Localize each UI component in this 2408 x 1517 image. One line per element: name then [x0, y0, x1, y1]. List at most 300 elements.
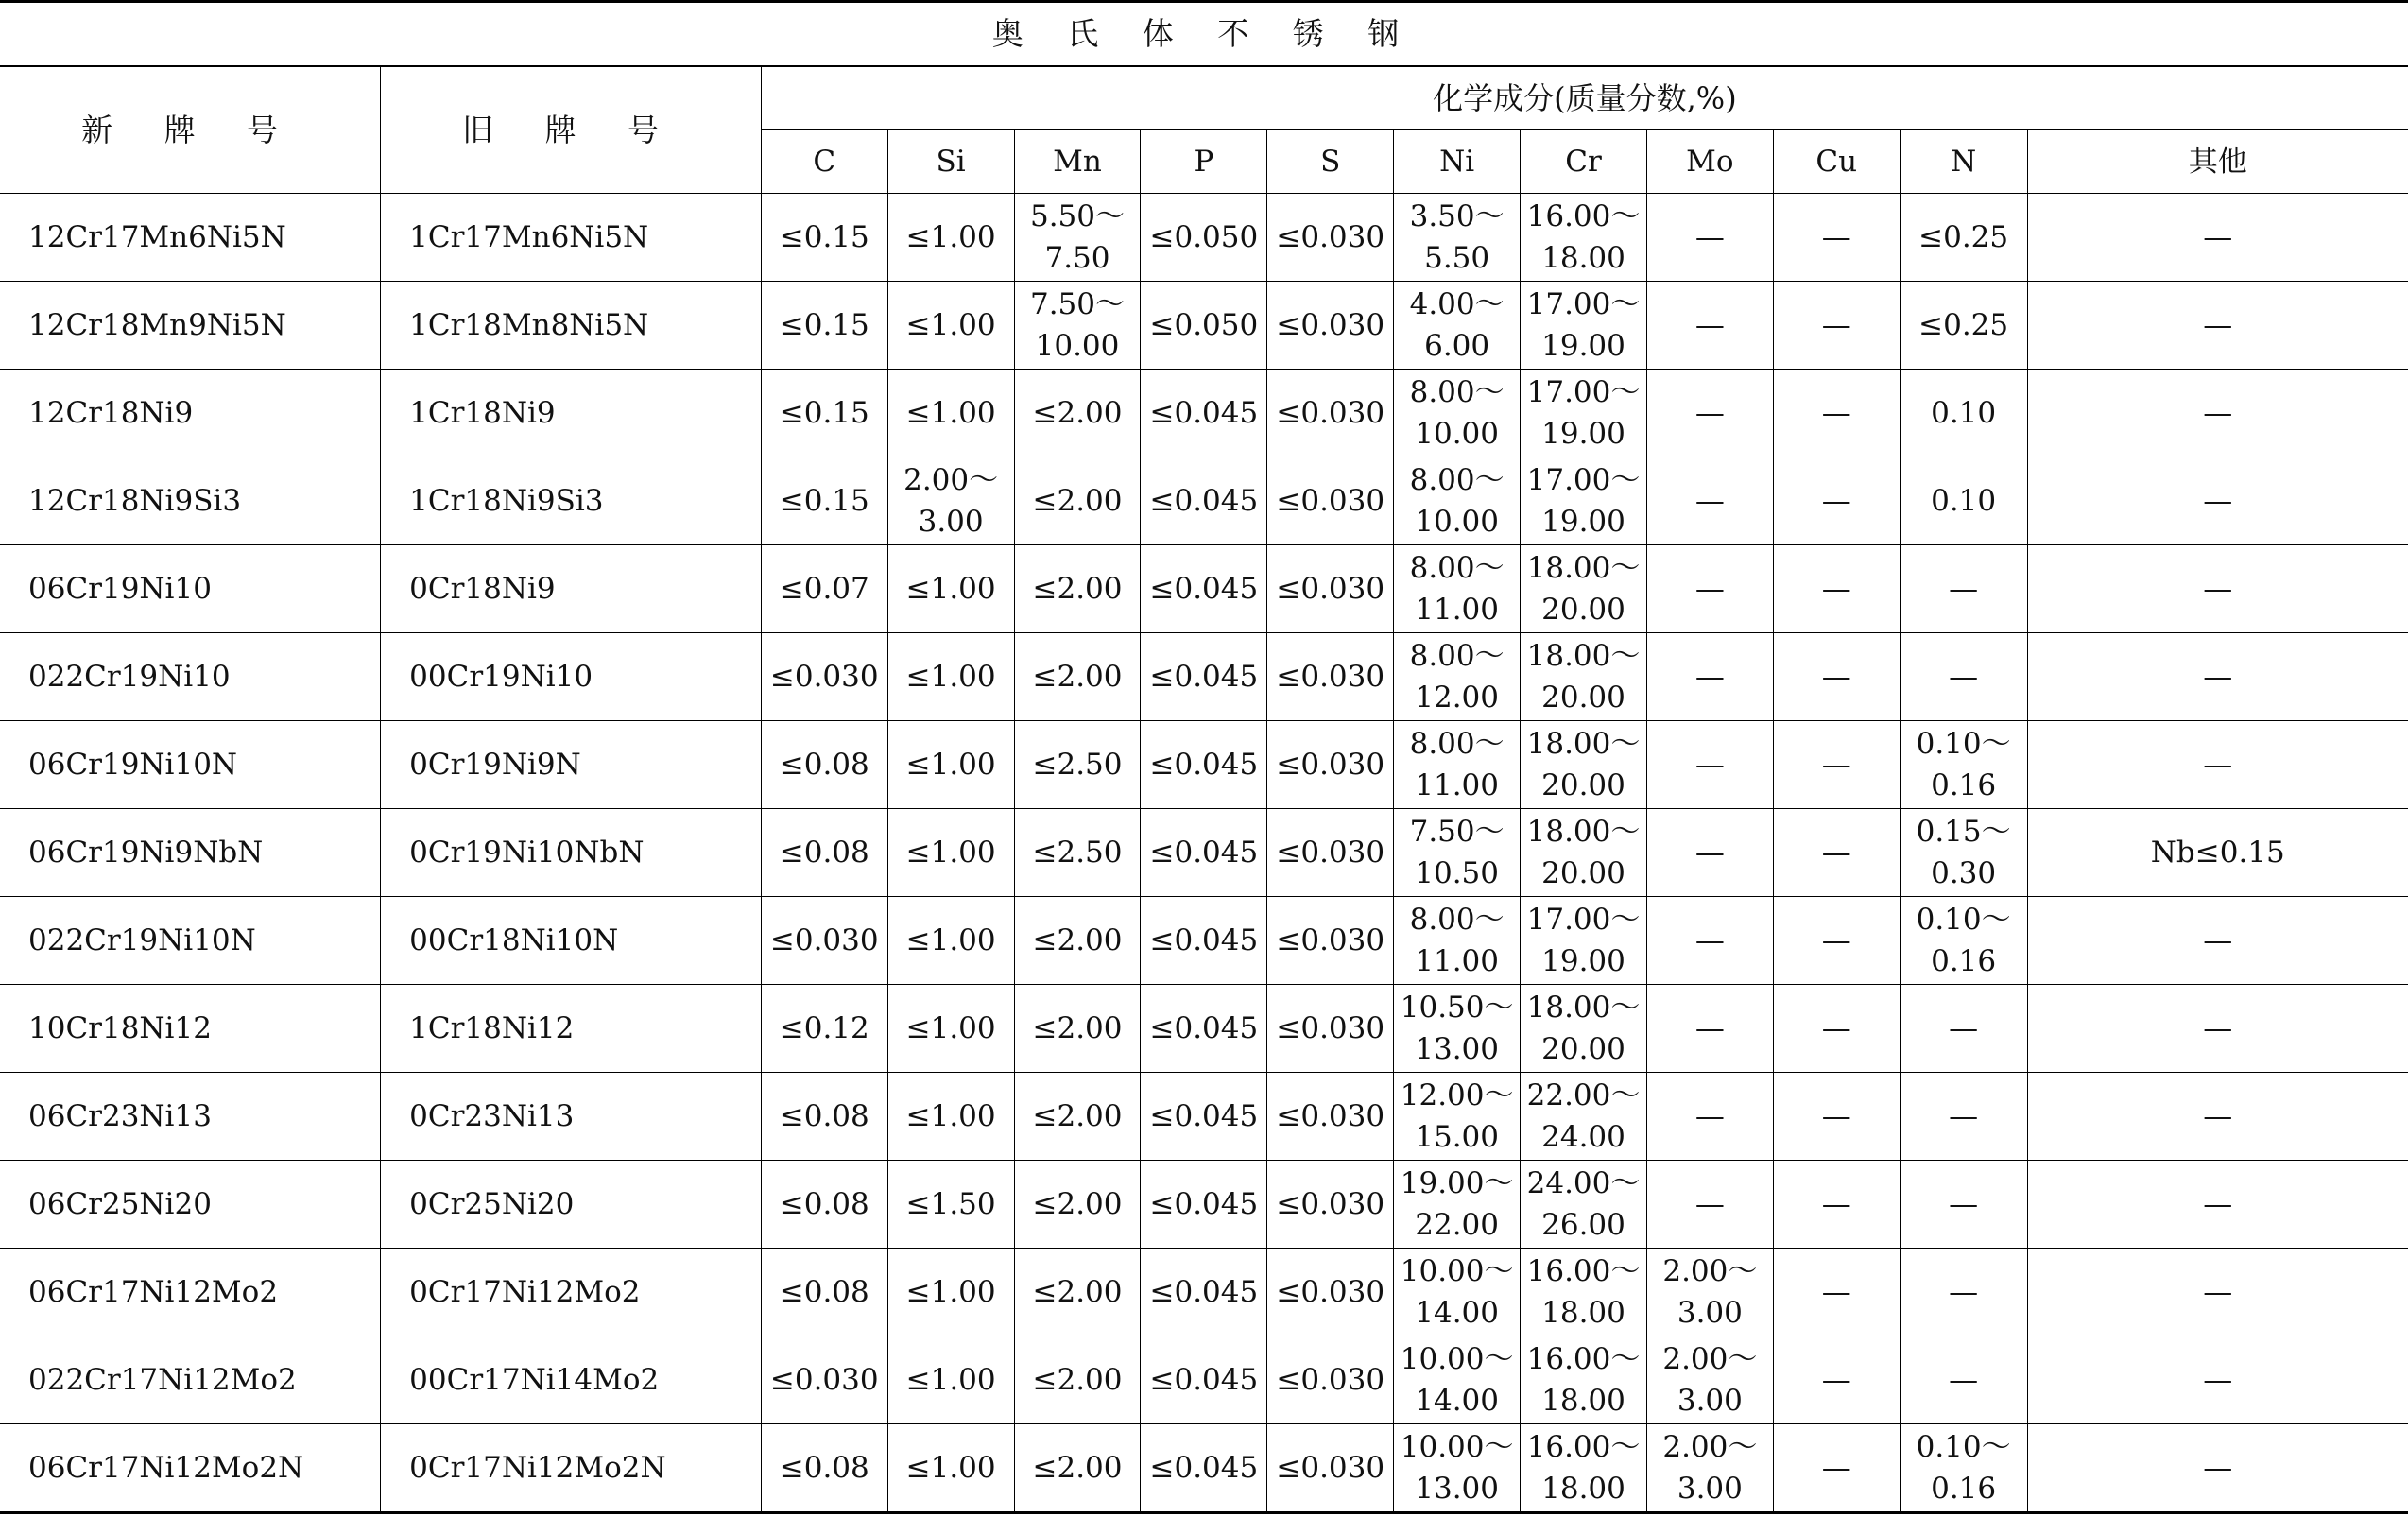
- composition-cell-other: —: [2027, 1073, 2408, 1161]
- range-min: 7.50～: [1409, 815, 1505, 849]
- range-max: 0.16: [1931, 1472, 1997, 1506]
- composition-cell-cr: [1521, 545, 1647, 633]
- composition-cell-cu: —: [1773, 1249, 1900, 1336]
- range-min: 16.00～: [1526, 1430, 1641, 1464]
- composition-cell-si: [887, 457, 1014, 545]
- composition-cell-si: ≤1.00: [887, 1249, 1014, 1336]
- composition-cell-si: ≤1.00: [887, 1424, 1014, 1513]
- table-row: [0, 282, 2408, 370]
- composition-cell-cr: [1521, 809, 1647, 897]
- composition-cell-s: ≤0.030: [1267, 370, 1394, 457]
- range-max: 13.00: [1415, 1032, 1499, 1066]
- table-row: [0, 1073, 2408, 1161]
- range-min: 5.50～: [1029, 199, 1126, 233]
- range-min: 0.15～: [1916, 815, 2011, 849]
- range-min: 16.00～: [1526, 1254, 1641, 1288]
- range-max: 13.00: [1415, 1472, 1499, 1506]
- composition-cell-other: Nb≤0.15: [2027, 809, 2408, 897]
- element-header-n: N: [1900, 130, 2027, 194]
- range-max: 26.00: [1541, 1208, 1625, 1242]
- composition-cell-cr: [1521, 1336, 1647, 1424]
- new-grade-cell: 06Cr19Ni9NbN: [0, 809, 381, 897]
- range-min: 18.00～: [1526, 815, 1641, 849]
- composition-cell-cr: [1521, 194, 1647, 282]
- table-row: [0, 809, 2408, 897]
- composition-cell-s: ≤0.030: [1267, 457, 1394, 545]
- composition-cell-n: [1900, 1424, 2027, 1513]
- composition-cell-cu: —: [1773, 1336, 1900, 1424]
- composition-cell-ni: [1394, 194, 1521, 282]
- composition-cell-c: ≤0.08: [761, 1161, 887, 1249]
- range-max: 20.00: [1541, 681, 1625, 715]
- composition-cell-s: ≤0.030: [1267, 545, 1394, 633]
- table-row: [0, 721, 2408, 809]
- composition-cell-cu: —: [1773, 282, 1900, 370]
- old-grade-cell: 0Cr18Ni9: [381, 545, 762, 633]
- range-min: 8.00～: [1409, 903, 1505, 937]
- composition-cell-si: ≤1.00: [887, 1073, 1014, 1161]
- range-min: 18.00～: [1526, 551, 1641, 585]
- new-grade-cell: 10Cr18Ni12: [0, 985, 381, 1073]
- old-grade-cell: 0Cr25Ni20: [381, 1161, 762, 1249]
- composition-cell-mo: —: [1646, 457, 1773, 545]
- composition-cell-n: [1900, 897, 2027, 985]
- composition-cell-other: —: [2027, 282, 2408, 370]
- composition-cell-si: ≤1.00: [887, 282, 1014, 370]
- element-header-s: S: [1267, 130, 1394, 194]
- composition-cell-mo: —: [1646, 545, 1773, 633]
- composition-cell-ni: [1394, 721, 1521, 809]
- composition-cell-p: ≤0.045: [1141, 633, 1267, 721]
- composition-cell-n: [1900, 809, 2027, 897]
- composition-cell-c: ≤0.030: [761, 897, 887, 985]
- composition-cell-mo: —: [1646, 370, 1773, 457]
- composition-cell-mo: —: [1646, 633, 1773, 721]
- range-min: 12.00～: [1400, 1078, 1514, 1112]
- range-max: 19.00: [1541, 505, 1625, 539]
- composition-cell-si: ≤1.00: [887, 897, 1014, 985]
- range-max: 10.00: [1415, 417, 1499, 451]
- range-min: 16.00～: [1526, 199, 1641, 233]
- composition-cell-mn: ≤2.50: [1014, 809, 1141, 897]
- new-grade-cell: 06Cr25Ni20: [0, 1161, 381, 1249]
- range-max: 22.00: [1415, 1208, 1499, 1242]
- composition-cell-mn: ≤2.00: [1014, 370, 1141, 457]
- range-min: 18.00～: [1526, 639, 1641, 673]
- new-grade-cell: 06Cr17Ni12Mo2: [0, 1249, 381, 1336]
- composition-cell-ni: [1394, 897, 1521, 985]
- composition-cell-mn: ≤2.00: [1014, 1161, 1141, 1249]
- range-max: 3.00: [918, 505, 984, 539]
- range-min: 8.00～: [1409, 551, 1505, 585]
- table-row: [0, 897, 2408, 985]
- new-grade-cell: 06Cr23Ni13: [0, 1073, 381, 1161]
- range-max: 3.00: [1677, 1384, 1743, 1418]
- composition-cell-c: ≤0.15: [761, 457, 887, 545]
- range-max: 0.16: [1931, 944, 1997, 978]
- composition-cell-mn: ≤2.00: [1014, 985, 1141, 1073]
- composition-cell-cu: —: [1773, 809, 1900, 897]
- composition-cell-cr: [1521, 721, 1647, 809]
- composition-cell-n: —: [1900, 545, 2027, 633]
- composition-cell-s: ≤0.030: [1267, 809, 1394, 897]
- composition-cell-other: —: [2027, 545, 2408, 633]
- range-max: 18.00: [1541, 1384, 1625, 1418]
- new-grade-cell: 12Cr17Mn6Ni5N: [0, 194, 381, 282]
- composition-cell-cr: [1521, 282, 1647, 370]
- range-max: 11.00: [1415, 944, 1499, 978]
- composition-cell-s: ≤0.030: [1267, 194, 1394, 282]
- range-max: 20.00: [1541, 856, 1625, 890]
- composition-cell-cu: —: [1773, 545, 1900, 633]
- composition-cell-ni: [1394, 809, 1521, 897]
- new-grade-cell: 022Cr19Ni10N: [0, 897, 381, 985]
- composition-cell-s: ≤0.030: [1267, 985, 1394, 1073]
- composition-cell-cr: [1521, 370, 1647, 457]
- range-max: 7.50: [1044, 241, 1110, 275]
- composition-cell-p: ≤0.045: [1141, 985, 1267, 1073]
- composition-cell-ni: [1394, 1424, 1521, 1513]
- new-grade-cell: 06Cr19Ni10N: [0, 721, 381, 809]
- composition-cell-mn: ≤2.00: [1014, 1073, 1141, 1161]
- composition-cell-c: ≤0.030: [761, 1336, 887, 1424]
- range-max: 0.30: [1931, 856, 1997, 890]
- table-body: [0, 194, 2408, 1513]
- range-min: 3.50～: [1409, 199, 1505, 233]
- composition-cell-si: ≤1.00: [887, 545, 1014, 633]
- composition-cell-cr: [1521, 1249, 1647, 1336]
- composition-cell-c: ≤0.08: [761, 1249, 887, 1336]
- range-min: 18.00～: [1526, 991, 1641, 1025]
- composition-cell-p: ≤0.045: [1141, 457, 1267, 545]
- composition-cell-c: ≤0.030: [761, 633, 887, 721]
- composition-cell-cu: —: [1773, 985, 1900, 1073]
- composition-cell-c: ≤0.15: [761, 370, 887, 457]
- element-header-other: 其他: [2027, 130, 2408, 194]
- composition-cell-cu: —: [1773, 721, 1900, 809]
- composition-cell-s: ≤0.030: [1267, 721, 1394, 809]
- composition-cell-s: ≤0.030: [1267, 1249, 1394, 1336]
- composition-cell-s: ≤0.030: [1267, 897, 1394, 985]
- composition-cell-n: —: [1900, 1161, 2027, 1249]
- composition-cell-cr: [1521, 1161, 1647, 1249]
- new-grade-cell: 12Cr18Ni9Si3: [0, 457, 381, 545]
- composition-cell-other: —: [2027, 370, 2408, 457]
- composition-cell-p: ≤0.045: [1141, 1249, 1267, 1336]
- composition-cell-s: ≤0.030: [1267, 1161, 1394, 1249]
- table-row: [0, 457, 2408, 545]
- range-min: 7.50～: [1029, 287, 1126, 321]
- composition-cell-n: 0.10: [1900, 370, 2027, 457]
- composition-cell-ni: [1394, 545, 1521, 633]
- composition-cell-n: —: [1900, 1073, 2027, 1161]
- composition-cell-n: ≤0.25: [1900, 194, 2027, 282]
- chemical-composition-header: 化学成分(质量分数,%): [761, 66, 2408, 130]
- composition-cell-p: ≤0.045: [1141, 1161, 1267, 1249]
- old-grade-cell: 1Cr18Ni9Si3: [381, 457, 762, 545]
- composition-cell-c: ≤0.08: [761, 1424, 887, 1513]
- table-row: [0, 1161, 2408, 1249]
- composition-cell-cu: —: [1773, 457, 1900, 545]
- composition-cell-n: —: [1900, 985, 2027, 1073]
- composition-cell-si: ≤1.00: [887, 1336, 1014, 1424]
- element-header-cr: Cr: [1521, 130, 1647, 194]
- composition-cell-p: ≤0.045: [1141, 1424, 1267, 1513]
- range-min: 0.10～: [1916, 1430, 2011, 1464]
- composition-cell-cu: —: [1773, 633, 1900, 721]
- composition-cell-p: ≤0.045: [1141, 897, 1267, 985]
- composition-cell-other: —: [2027, 457, 2408, 545]
- composition-cell-mo: —: [1646, 809, 1773, 897]
- composition-cell-ni: [1394, 457, 1521, 545]
- composition-cell-cu: —: [1773, 194, 1900, 282]
- composition-cell-c: ≤0.12: [761, 985, 887, 1073]
- range-max: 6.00: [1424, 329, 1490, 363]
- range-min: 0.10～: [1916, 903, 2011, 937]
- composition-cell-c: ≤0.08: [761, 809, 887, 897]
- table-row: [0, 370, 2408, 457]
- composition-cell-p: ≤0.050: [1141, 282, 1267, 370]
- range-max: 18.00: [1541, 241, 1625, 275]
- old-grade-header: 旧 牌 号: [381, 66, 762, 194]
- old-grade-cell: 1Cr18Ni12: [381, 985, 762, 1073]
- composition-cell-mo: —: [1646, 194, 1773, 282]
- composition-cell-ni: [1394, 1161, 1521, 1249]
- composition-cell-other: —: [2027, 721, 2408, 809]
- new-grade-cell: 12Cr18Mn9Ni5N: [0, 282, 381, 370]
- composition-cell-n: 0.10: [1900, 457, 2027, 545]
- range-min: 17.00～: [1526, 463, 1641, 497]
- composition-cell-ni: [1394, 1073, 1521, 1161]
- range-min: 22.00～: [1526, 1078, 1641, 1112]
- table-row: [0, 1249, 2408, 1336]
- element-header-ni: Ni: [1394, 130, 1521, 194]
- range-min: 8.00～: [1409, 375, 1505, 409]
- composition-cell-mn: [1014, 194, 1141, 282]
- composition-cell-mo: —: [1646, 897, 1773, 985]
- range-max: 11.00: [1415, 768, 1499, 802]
- composition-cell-n: —: [1900, 1336, 2027, 1424]
- composition-cell-mo: [1646, 1336, 1773, 1424]
- range-min: 4.00～: [1409, 287, 1505, 321]
- composition-cell-n: ≤0.25: [1900, 282, 2027, 370]
- composition-cell-mn: ≤2.00: [1014, 1336, 1141, 1424]
- element-header-si: Si: [887, 130, 1014, 194]
- range-min: 8.00～: [1409, 463, 1505, 497]
- range-min: 0.10～: [1916, 727, 2011, 761]
- composition-cell-c: ≤0.08: [761, 1073, 887, 1161]
- composition-cell-mn: ≤2.00: [1014, 457, 1141, 545]
- composition-cell-c: ≤0.15: [761, 282, 887, 370]
- composition-cell-s: ≤0.030: [1267, 1073, 1394, 1161]
- old-grade-cell: 1Cr18Ni9: [381, 370, 762, 457]
- composition-cell-cr: [1521, 457, 1647, 545]
- composition-cell-mo: —: [1646, 282, 1773, 370]
- range-max: 12.00: [1415, 681, 1499, 715]
- range-min: 2.00～: [1662, 1342, 1758, 1376]
- range-min: 17.00～: [1526, 287, 1641, 321]
- element-header-c: C: [761, 130, 887, 194]
- range-max: 20.00: [1541, 593, 1625, 627]
- composition-cell-si: ≤1.00: [887, 370, 1014, 457]
- composition-cell-cr: [1521, 985, 1647, 1073]
- range-min: 17.00～: [1526, 375, 1641, 409]
- composition-cell-other: —: [2027, 1161, 2408, 1249]
- composition-cell-ni: [1394, 1249, 1521, 1336]
- range-max: 5.50: [1424, 241, 1490, 275]
- range-max: 10.00: [1415, 505, 1499, 539]
- range-max: 18.00: [1541, 1296, 1625, 1330]
- range-max: 3.00: [1677, 1472, 1743, 1506]
- composition-cell-mn: ≤2.00: [1014, 1424, 1141, 1513]
- range-min: 24.00～: [1526, 1166, 1641, 1200]
- range-min: 16.00～: [1526, 1342, 1641, 1376]
- composition-cell-p: ≤0.050: [1141, 194, 1267, 282]
- new-grade-cell: 06Cr19Ni10: [0, 545, 381, 633]
- range-min: 10.00～: [1400, 1342, 1514, 1376]
- composition-cell-mo: —: [1646, 985, 1773, 1073]
- element-header-mn: Mn: [1014, 130, 1141, 194]
- range-min: 2.00～: [1662, 1430, 1758, 1464]
- range-min: 2.00～: [1662, 1254, 1758, 1288]
- old-grade-cell: 1Cr17Mn6Ni5N: [381, 194, 762, 282]
- composition-cell-mo: [1646, 1249, 1773, 1336]
- composition-cell-si: ≤1.00: [887, 985, 1014, 1073]
- range-max: 18.00: [1541, 1472, 1625, 1506]
- composition-cell-s: ≤0.030: [1267, 1424, 1394, 1513]
- composition-cell-other: —: [2027, 633, 2408, 721]
- composition-cell-mn: ≤2.50: [1014, 721, 1141, 809]
- range-min: 18.00～: [1526, 727, 1641, 761]
- old-grade-cell: 0Cr17Ni12Mo2: [381, 1249, 762, 1336]
- composition-cell-mo: [1646, 1424, 1773, 1513]
- composition-cell-ni: [1394, 370, 1521, 457]
- new-grade-header: 新 牌 号: [0, 66, 381, 194]
- composition-cell-mn: [1014, 282, 1141, 370]
- composition-cell-other: —: [2027, 1424, 2408, 1513]
- composition-cell-cr: [1521, 1073, 1647, 1161]
- old-grade-cell: 0Cr17Ni12Mo2N: [381, 1424, 762, 1513]
- composition-cell-cu: —: [1773, 897, 1900, 985]
- composition-cell-n: [1900, 721, 2027, 809]
- composition-cell-p: ≤0.045: [1141, 370, 1267, 457]
- range-max: 0.16: [1931, 768, 1997, 802]
- composition-cell-cu: —: [1773, 1424, 1900, 1513]
- composition-cell-mn: ≤2.00: [1014, 897, 1141, 985]
- range-max: 10.00: [1035, 329, 1120, 363]
- table-title: 奥 氏 体 不 锈 钢: [0, 2, 2408, 67]
- range-max: 24.00: [1541, 1120, 1625, 1154]
- composition-cell-mo: —: [1646, 1161, 1773, 1249]
- composition-cell-p: ≤0.045: [1141, 545, 1267, 633]
- composition-cell-other: —: [2027, 194, 2408, 282]
- composition-cell-c: ≤0.08: [761, 721, 887, 809]
- range-max: 19.00: [1541, 329, 1625, 363]
- old-grade-cell: 0Cr19Ni9N: [381, 721, 762, 809]
- range-max: 14.00: [1415, 1384, 1499, 1418]
- range-max: 11.00: [1415, 593, 1499, 627]
- composition-cell-c: ≤0.07: [761, 545, 887, 633]
- composition-cell-other: —: [2027, 1336, 2408, 1424]
- composition-cell-ni: [1394, 985, 1521, 1073]
- range-min: 19.00～: [1400, 1166, 1514, 1200]
- old-grade-cell: 00Cr18Ni10N: [381, 897, 762, 985]
- old-grade-cell: 0Cr19Ni10NbN: [381, 809, 762, 897]
- composition-cell-cu: —: [1773, 1073, 1900, 1161]
- composition-cell-mo: —: [1646, 1073, 1773, 1161]
- composition-cell-p: ≤0.045: [1141, 721, 1267, 809]
- old-grade-cell: 00Cr17Ni14Mo2: [381, 1336, 762, 1424]
- composition-cell-cr: [1521, 897, 1647, 985]
- composition-cell-cr: [1521, 633, 1647, 721]
- new-grade-cell: 06Cr17Ni12Mo2N: [0, 1424, 381, 1513]
- composition-cell-other: —: [2027, 985, 2408, 1073]
- old-grade-cell: 1Cr18Mn8Ni5N: [381, 282, 762, 370]
- range-max: 14.00: [1415, 1296, 1499, 1330]
- table-row: [0, 545, 2408, 633]
- range-max: 3.00: [1677, 1296, 1743, 1330]
- range-max: 19.00: [1541, 417, 1625, 451]
- composition-cell-s: ≤0.030: [1267, 282, 1394, 370]
- range-min: 2.00～: [903, 463, 999, 497]
- old-grade-cell: 0Cr23Ni13: [381, 1073, 762, 1161]
- element-header-cu: Cu: [1773, 130, 1900, 194]
- range-max: 20.00: [1541, 768, 1625, 802]
- element-header-mo: Mo: [1646, 130, 1773, 194]
- composition-cell-cr: [1521, 1424, 1647, 1513]
- composition-cell-ni: [1394, 282, 1521, 370]
- composition-cell-mo: —: [1646, 721, 1773, 809]
- old-grade-cell: 00Cr19Ni10: [381, 633, 762, 721]
- composition-cell-mn: ≤2.00: [1014, 633, 1141, 721]
- composition-cell-mn: ≤2.00: [1014, 1249, 1141, 1336]
- composition-cell-p: ≤0.045: [1141, 809, 1267, 897]
- composition-cell-other: —: [2027, 897, 2408, 985]
- new-grade-cell: 022Cr17Ni12Mo2: [0, 1336, 381, 1424]
- composition-cell-ni: [1394, 1336, 1521, 1424]
- composition-cell-si: ≤1.00: [887, 809, 1014, 897]
- table-row: [0, 633, 2408, 721]
- composition-cell-si: ≤1.00: [887, 194, 1014, 282]
- range-min: 10.00～: [1400, 1254, 1514, 1288]
- new-grade-cell: 022Cr19Ni10: [0, 633, 381, 721]
- table-row: [0, 985, 2408, 1073]
- composition-cell-s: ≤0.030: [1267, 1336, 1394, 1424]
- composition-cell-si: ≤1.00: [887, 721, 1014, 809]
- composition-cell-p: ≤0.045: [1141, 1073, 1267, 1161]
- table-row: [0, 1424, 2408, 1513]
- composition-cell-n: —: [1900, 1249, 2027, 1336]
- table-row: [0, 1336, 2408, 1424]
- range-max: 19.00: [1541, 944, 1625, 978]
- range-min: 10.00～: [1400, 1430, 1514, 1464]
- composition-cell-ni: [1394, 633, 1521, 721]
- range-min: 17.00～: [1526, 903, 1641, 937]
- composition-cell-si: ≤1.00: [887, 633, 1014, 721]
- range-max: 20.00: [1541, 1032, 1625, 1066]
- composition-cell-n: —: [1900, 633, 2027, 721]
- new-grade-cell: 12Cr18Ni9: [0, 370, 381, 457]
- range-min: 8.00～: [1409, 639, 1505, 673]
- composition-cell-s: ≤0.030: [1267, 633, 1394, 721]
- table-row: [0, 194, 2408, 282]
- range-min: 10.50～: [1400, 991, 1514, 1025]
- composition-cell-si: ≤1.50: [887, 1161, 1014, 1249]
- range-min: 8.00～: [1409, 727, 1505, 761]
- element-header-p: P: [1141, 130, 1267, 194]
- range-max: 10.50: [1415, 856, 1499, 890]
- composition-cell-cu: —: [1773, 370, 1900, 457]
